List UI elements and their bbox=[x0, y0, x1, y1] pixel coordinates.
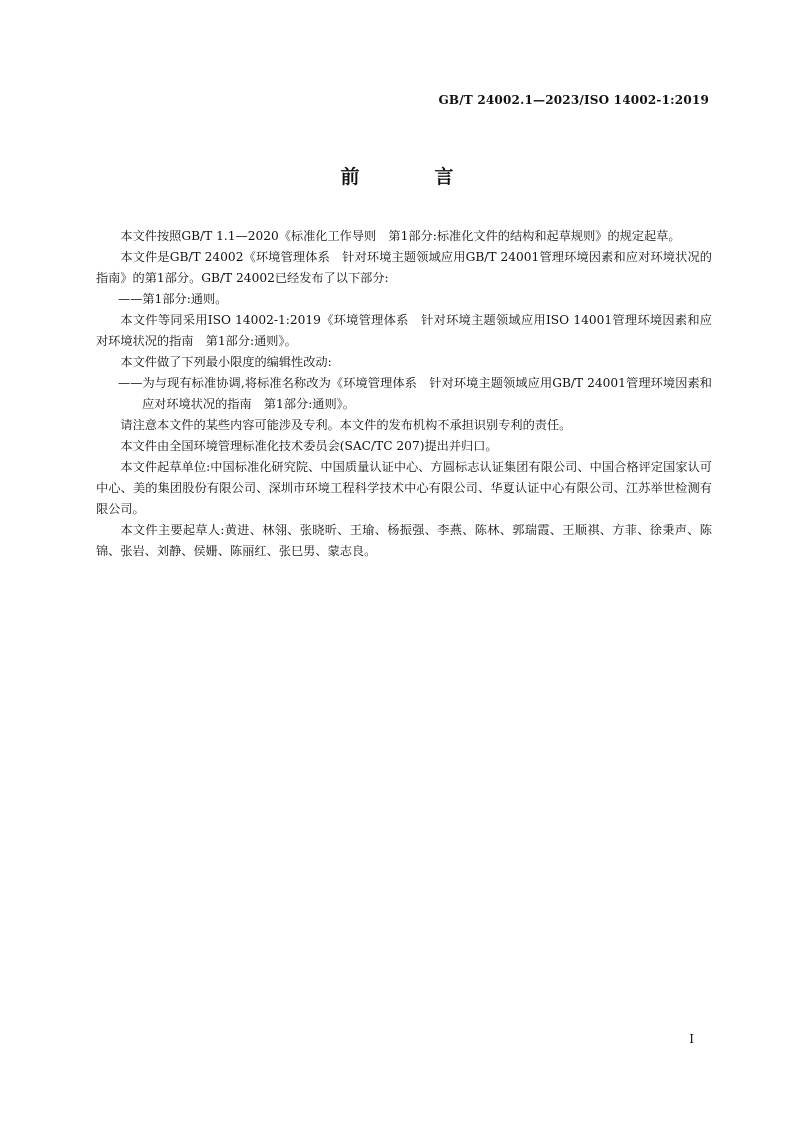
list-item-part1: ——第1部分:通则。 bbox=[118, 292, 228, 306]
page-title: 前 言 bbox=[340, 166, 482, 188]
paragraph-editorial: 本文件做了下列最小限度的编辑性改动: bbox=[120, 355, 332, 369]
paragraph-patent: 请注意本文件的某些内容可能涉及专利。本文件的发布机构不承担识别专利的责任。 bbox=[120, 418, 572, 432]
list-item-name-change: ——为与现有标准协调,将标准名称改为《环境管理体系 针对环境主题领域应用GB/T 24001管理环境因素和应对环境状况的指南 第1部分:通则》。 bbox=[118, 376, 712, 411]
paragraph-drafters: 本文件主要起草人:黄进、林翎、张晓昕、王瑜、杨振强、李燕、陈林、郭瑞霞、王顺祺、方菲、徐秉声、陈锦、张岩、刘静、侯姗、陈丽红、张巳男、蒙志良。 bbox=[96, 523, 712, 558]
paragraph-drafting-units: 本文件起草单位:中国标准化研究院、中国质量认证中心、方圆标志认证集团有限公司、中国合格评定国家认可中心、美的集团股份有限公司、深圳市环境工程科学技术中心有限公司、华夏认证中心有限公司、江苏举世检测有限公司。 bbox=[96, 460, 712, 516]
foreword-body bbox=[96, 226, 712, 562]
paragraph-part-info: 本文件是GB/T 24002《环境管理体系 针对环境主题领域应用GB/T 24001管理环境因素和应对环境状况的指南》的第1部分。GB/T 24002已经发布了以下部分: bbox=[96, 250, 712, 285]
paragraph-drafting-rules: 本文件按照GB/T 1.1—2020《标准化工作导则 第1部分:标准化文件的结构和起草规则》的规定起草。 bbox=[120, 229, 681, 243]
paragraph-committee: 本文件由全国环境管理标准化技术委员会(SAC/TC 207)提出并归口。 bbox=[120, 439, 498, 453]
page-number: I bbox=[689, 1032, 694, 1046]
paragraph-equivalence: 本文件等同采用ISO 14002-1:2019《环境管理体系 针对环境主题领域应用ISO 14001管理环境因素和应对环境状况的指南 第1部分:通则》。 bbox=[96, 313, 712, 348]
standard-code-header: GB/T 24002.1—2023/ISO 14002-1:2019 bbox=[438, 93, 709, 107]
